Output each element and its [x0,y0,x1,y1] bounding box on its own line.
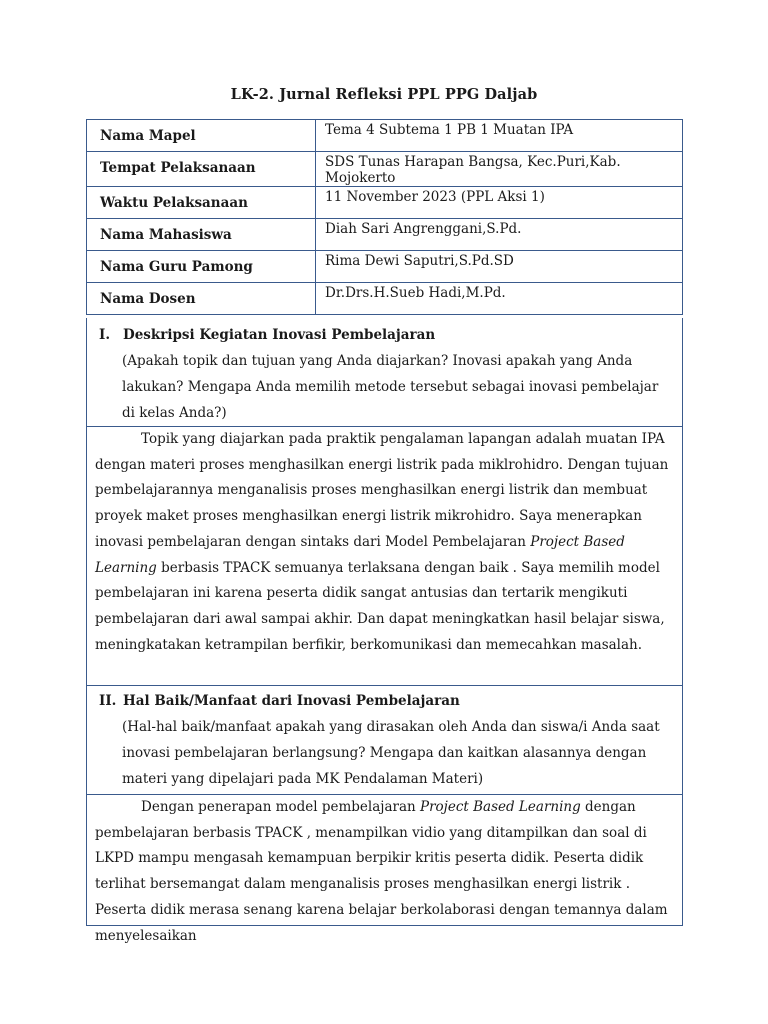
info-row-tempat [87,152,683,187]
section-1-title: Deskripsi Kegiatan Inovasi Pembelajaran [123,327,436,343]
section-1-answer-italic: Project Based Learning [95,533,625,576]
info-label: Nama Mahasiswa [87,219,316,251]
section-1-question: (Apakah topik dan tujuan yang Anda diajarkan? Inovasi apakah yang Anda lakukan? Mengapa Anda memilih metode tersebut sebagai inovasi pembelajar di kelas Anda?) [122,353,659,421]
info-row-dosen [87,283,683,315]
section-2-answer-part1: Dengan penerapan model pembelajaran [141,799,420,815]
section-1-answer [86,427,683,686]
section-1-answer-part2: berbasis TPACK semuanya terlaksana dengan baik . Saya memilih model pembelajaran ini karena peserta didik sangat antusias dan tertarik mengikuti pembelajaran dari awal sampai akhir. Dan dapat meningkatkan hasil belajar siswa, meningkatakan ketrampilan berfikir, berkomunikasi dan memecahkan masalah. [95,559,665,653]
info-value: Dr.Drs.H.Sueb Hadi,M.Pd. [316,283,683,315]
section-2-question: (Hal-hal baik/manfaat apakah yang dirasakan oleh Anda dan siswa/i Anda saat inovasi pembelajaran berlangsung? Mengapa dan kaitkan alasannya dengan materi yang dipelajari pada MK Pendalaman Materi) [122,719,660,787]
section-2-header [86,686,683,795]
document-title: LK-2. Jurnal Refleksi PPL PPG Daljab [230,86,538,103]
section-2-answer [86,795,683,944]
section-2-answer-part2: dengan pembelajaran berbasis TPACK , menampilkan vidio yang ditampilkan dan soal di LKPD mampu mengasah kemampuan berpikir kritis peserta didik. Peserta didik terlihat bersemangat dalam menganalisis proses menghasilkan energi listrik . Peserta didik merasa senang karena belajar berkolaborasi dengan temannya dalam menyelesaikan [95,799,668,944]
info-label: Tempat Pelaksanaan [87,152,316,187]
section-1-header [86,318,683,427]
info-row-mahasiswa [87,219,683,251]
section-2-answer-italic: Project Based Learning [420,799,581,815]
info-value: Tema 4 Subtema 1 PB 1 Muatan IPA [316,120,683,152]
info-label: Nama Dosen [87,283,316,315]
info-row-waktu [87,187,683,219]
info-table [86,119,683,315]
info-row-mapel [87,120,683,152]
info-label: Waktu Pelaksanaan [87,187,316,219]
info-value: Rima Dewi Saputri,S.Pd.SD [316,251,683,283]
section-2-answer-text [87,795,682,949]
section-2-number: II. [99,693,117,709]
info-label: Nama Mapel [87,120,316,152]
section-1-answer-text [87,427,682,658]
section-1-answer-part1: Topik yang diajarkan pada praktik pengalaman lapangan adalah muatan IPA dengan materi proses menghasilkan energi listrik pada miklrohidro. Dengan tujuan pembelajarannya menganalisis proses menghasilkan energi listrik dan membuat proyek maket proses menghasilkan energi listrik mikrohidro. Saya menerapkan inovasi pembelajaran dengan sintaks dari Model Pembelajaran [95,431,669,550]
section-1-number: I. [99,327,111,343]
info-value: SDS Tunas Harapan Bangsa, Kec.Puri,Kab. Mojokerto [316,152,683,187]
section-2-title: Hal Baik/Manfaat dari Inovasi Pembelajaran [123,693,460,709]
info-value: 11 November 2023 (PPL Aksi 1) [316,187,683,219]
info-label: Nama Guru Pamong [87,251,316,283]
info-value: Diah Sari Angrenggani,S.Pd. [316,219,683,251]
info-row-guru-pamong [87,251,683,283]
